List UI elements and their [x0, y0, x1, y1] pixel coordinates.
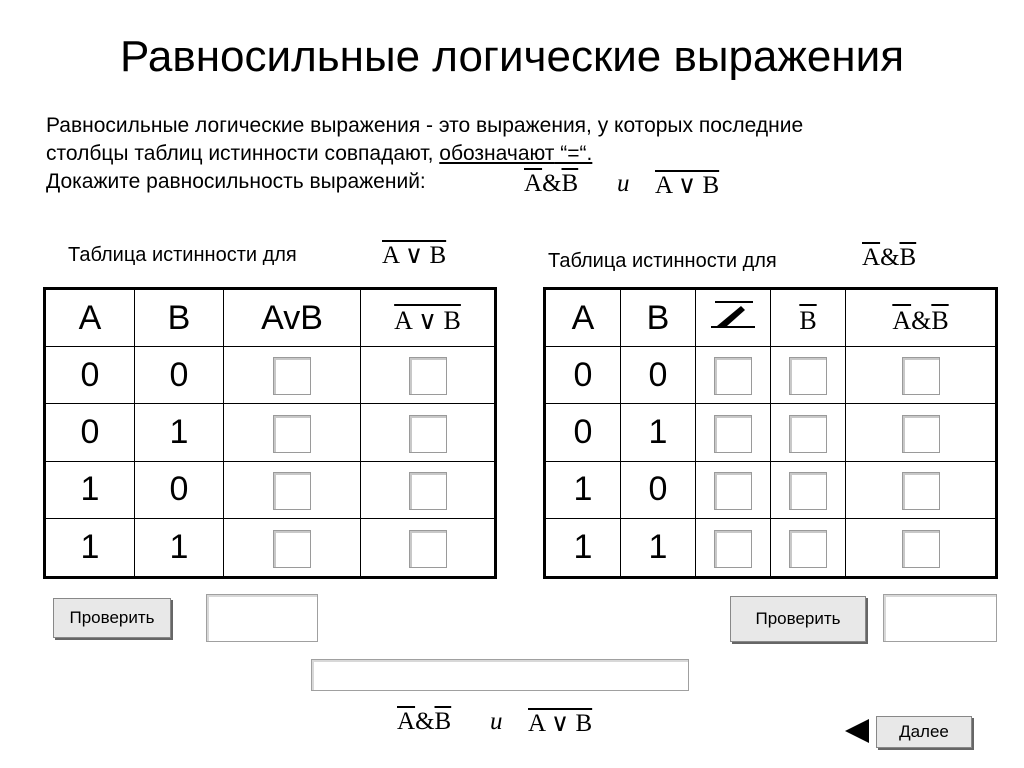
answer-input[interactable] [789, 530, 827, 568]
table2-label: Таблица истинности для [548, 250, 777, 272]
header-b: B [621, 289, 696, 347]
table-header-row [45, 289, 496, 347]
bottom-expr-not-a-or-b: A ∨ B [528, 710, 593, 737]
bottom-expr-not-a-and-not-b: $\overline{A}\&\overline{B}$ [397, 708, 452, 735]
answer-input[interactable] [273, 472, 311, 510]
table-header-row [545, 289, 997, 347]
answer-input[interactable] [902, 530, 940, 568]
truth-table-2 [543, 287, 998, 579]
header-not-a-or-b: A ∨ B [361, 289, 496, 347]
answer-input[interactable] [273, 415, 311, 453]
expr-and-word: и [617, 170, 630, 197]
back-arrow-icon[interactable] [843, 718, 871, 744]
table-row: 0 0 [545, 347, 997, 404]
answer-input[interactable] [714, 357, 752, 395]
page-title: Равносильные логические выражения [119, 32, 905, 81]
answer-input[interactable] [714, 530, 752, 568]
answer-input[interactable] [902, 415, 940, 453]
answer-input[interactable] [902, 472, 940, 510]
header-not-a [696, 289, 771, 347]
header-a: A [45, 289, 135, 347]
table-row: 0 1 [45, 404, 496, 461]
table2-label-expr: $\overline{A}\&\overline{B}$ [862, 244, 917, 271]
answer-input[interactable] [789, 415, 827, 453]
answer-input[interactable] [409, 530, 447, 568]
answer-input[interactable] [409, 472, 447, 510]
truth-table-1 [43, 287, 497, 579]
check-button-table2[interactable]: Проверить [730, 596, 866, 642]
table-row: 1 1 [45, 519, 496, 578]
header-not-a-and-not-b: $\overline{A}\&\overline{B}$ [846, 289, 997, 347]
table-row: 1 0 [45, 461, 496, 518]
expr-not-a-and-not-b: $\overline{A}\&\overline{B}$ [524, 170, 579, 197]
answer-input[interactable] [409, 357, 447, 395]
intro-line-1: Равносильные логические выражения - это выражения, у которых последние [46, 114, 804, 137]
next-button[interactable]: Далее [876, 716, 972, 748]
answer-input[interactable] [714, 472, 752, 510]
header-not-b: $\overline{B}$ [771, 289, 846, 347]
answer-input[interactable] [409, 415, 447, 453]
answer-input[interactable] [273, 530, 311, 568]
table-row: 0 0 [45, 347, 496, 404]
intro-line-3: Докажите равносильность выражений: [46, 170, 426, 193]
table1-label: Таблица истинности для [68, 244, 297, 266]
table-row: 1 0 [545, 461, 997, 518]
expr-not-a-or-b: A ∨ B [655, 172, 720, 199]
answer-input[interactable] [789, 357, 827, 395]
header-b: B [135, 289, 224, 347]
answer-input[interactable] [789, 472, 827, 510]
answer-input[interactable] [902, 357, 940, 395]
result-field-table2[interactable] [883, 594, 997, 642]
equivalence-answer-field[interactable] [311, 659, 689, 691]
table-row: 0 1 [545, 404, 997, 461]
intro-line-2: столбцы таблиц истинности совпадают, обозначают “=“. [46, 142, 593, 165]
header-a-or-b: AvB [224, 289, 361, 347]
answer-input[interactable] [273, 357, 311, 395]
table1-label-expr: A ∨ B [382, 242, 447, 269]
table-row: 1 1 [545, 519, 997, 578]
answer-input[interactable] [714, 415, 752, 453]
not-a-glyph-icon [707, 296, 759, 332]
header-a: A [545, 289, 621, 347]
result-field-table1[interactable] [206, 594, 318, 642]
bottom-and-word: и [490, 708, 503, 735]
check-button-table1[interactable]: Проверить [53, 598, 171, 638]
